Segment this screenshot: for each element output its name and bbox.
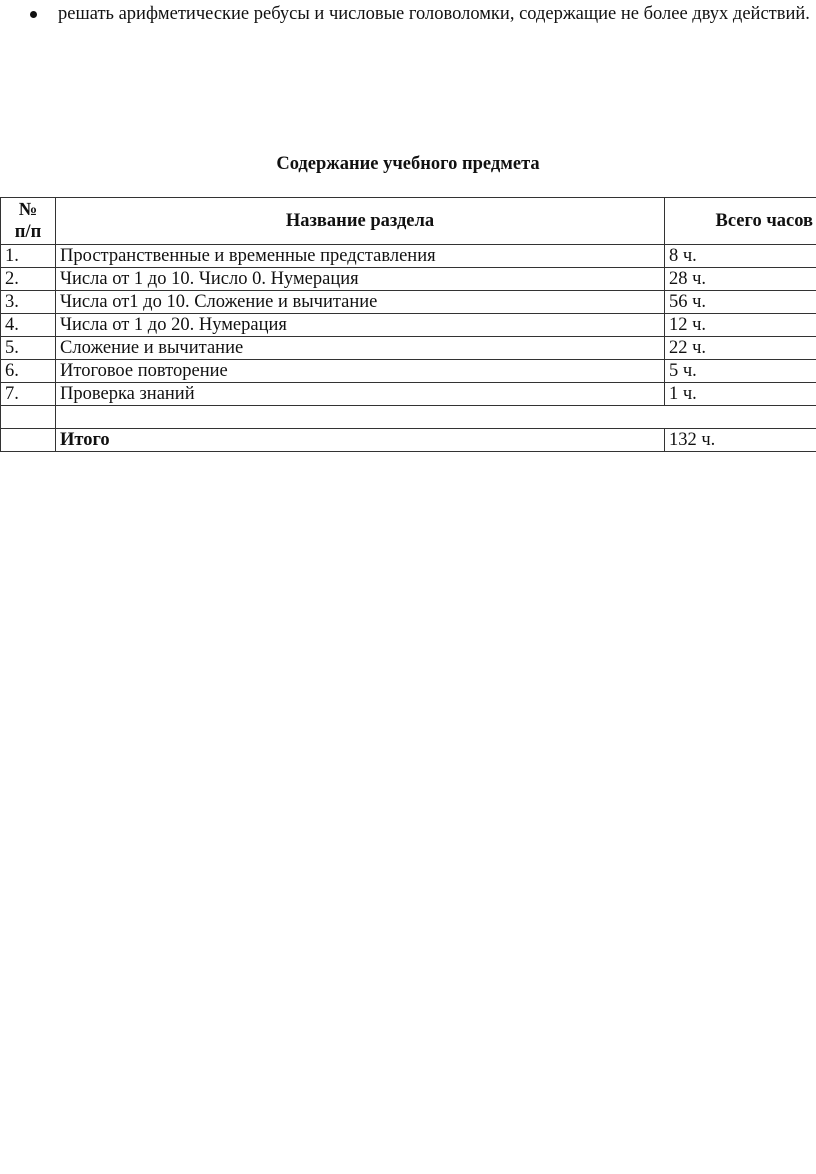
row-section-name: Числа от 1 до 20. Нумерация (56, 314, 665, 337)
row-section-name: Проверка знаний (56, 383, 665, 406)
table-row (1, 314, 816, 337)
table-row (1, 337, 816, 360)
row-section-name: Числа от1 до 10. Сложение и вычитание (56, 291, 665, 314)
row-hours: 8 ч. (665, 245, 816, 268)
row-hours: 5 ч. (665, 360, 816, 383)
header-number (1, 198, 56, 245)
header-number-line1: № (18, 200, 38, 220)
row-number: 5. (1, 337, 56, 360)
header-total-hours: Всего часов (665, 198, 816, 245)
empty-row (1, 406, 816, 429)
curriculum-table (0, 197, 816, 452)
table-header-row (1, 198, 816, 245)
table-row (1, 360, 816, 383)
table-row (1, 268, 816, 291)
header-section-name: Название раздела (56, 198, 665, 245)
row-number: 2. (1, 268, 56, 291)
row-hours: 28 ч. (665, 268, 816, 291)
total-row (1, 429, 816, 452)
row-number: 3. (1, 291, 56, 314)
row-hours: 1 ч. (665, 383, 816, 406)
table-row (1, 291, 816, 314)
bullet-item-text: решать арифметические ребусы и числовые головоломки, содержащие не более двух действий. (58, 4, 810, 24)
empty-cell (1, 406, 56, 429)
row-hours: 22 ч. (665, 337, 816, 360)
row-section-name: Числа от 1 до 10. Число 0. Нумерация (56, 268, 665, 291)
row-number: 6. (1, 360, 56, 383)
row-section-name: Пространственные и временные представления (56, 245, 665, 268)
bullet-list (28, 2, 814, 27)
row-number: 7. (1, 383, 56, 406)
empty-cell (56, 406, 816, 429)
table-row (1, 383, 816, 406)
bullet-item (28, 2, 814, 27)
total-empty-cell (1, 429, 56, 452)
row-section-name: Сложение и вычитание (56, 337, 665, 360)
table-row (1, 245, 816, 268)
row-section-name: Итоговое повторение (56, 360, 665, 383)
row-number: 4. (1, 314, 56, 337)
row-hours: 56 ч. (665, 291, 816, 314)
total-label: Итого (56, 429, 665, 452)
row-number: 1. (1, 245, 56, 268)
total-hours: 132 ч. (665, 429, 816, 452)
section-title: Содержание учебного предмета (276, 154, 540, 174)
bullet-dot-icon (30, 11, 37, 18)
header-number-line2: п/п (14, 222, 42, 242)
row-hours: 12 ч. (665, 314, 816, 337)
